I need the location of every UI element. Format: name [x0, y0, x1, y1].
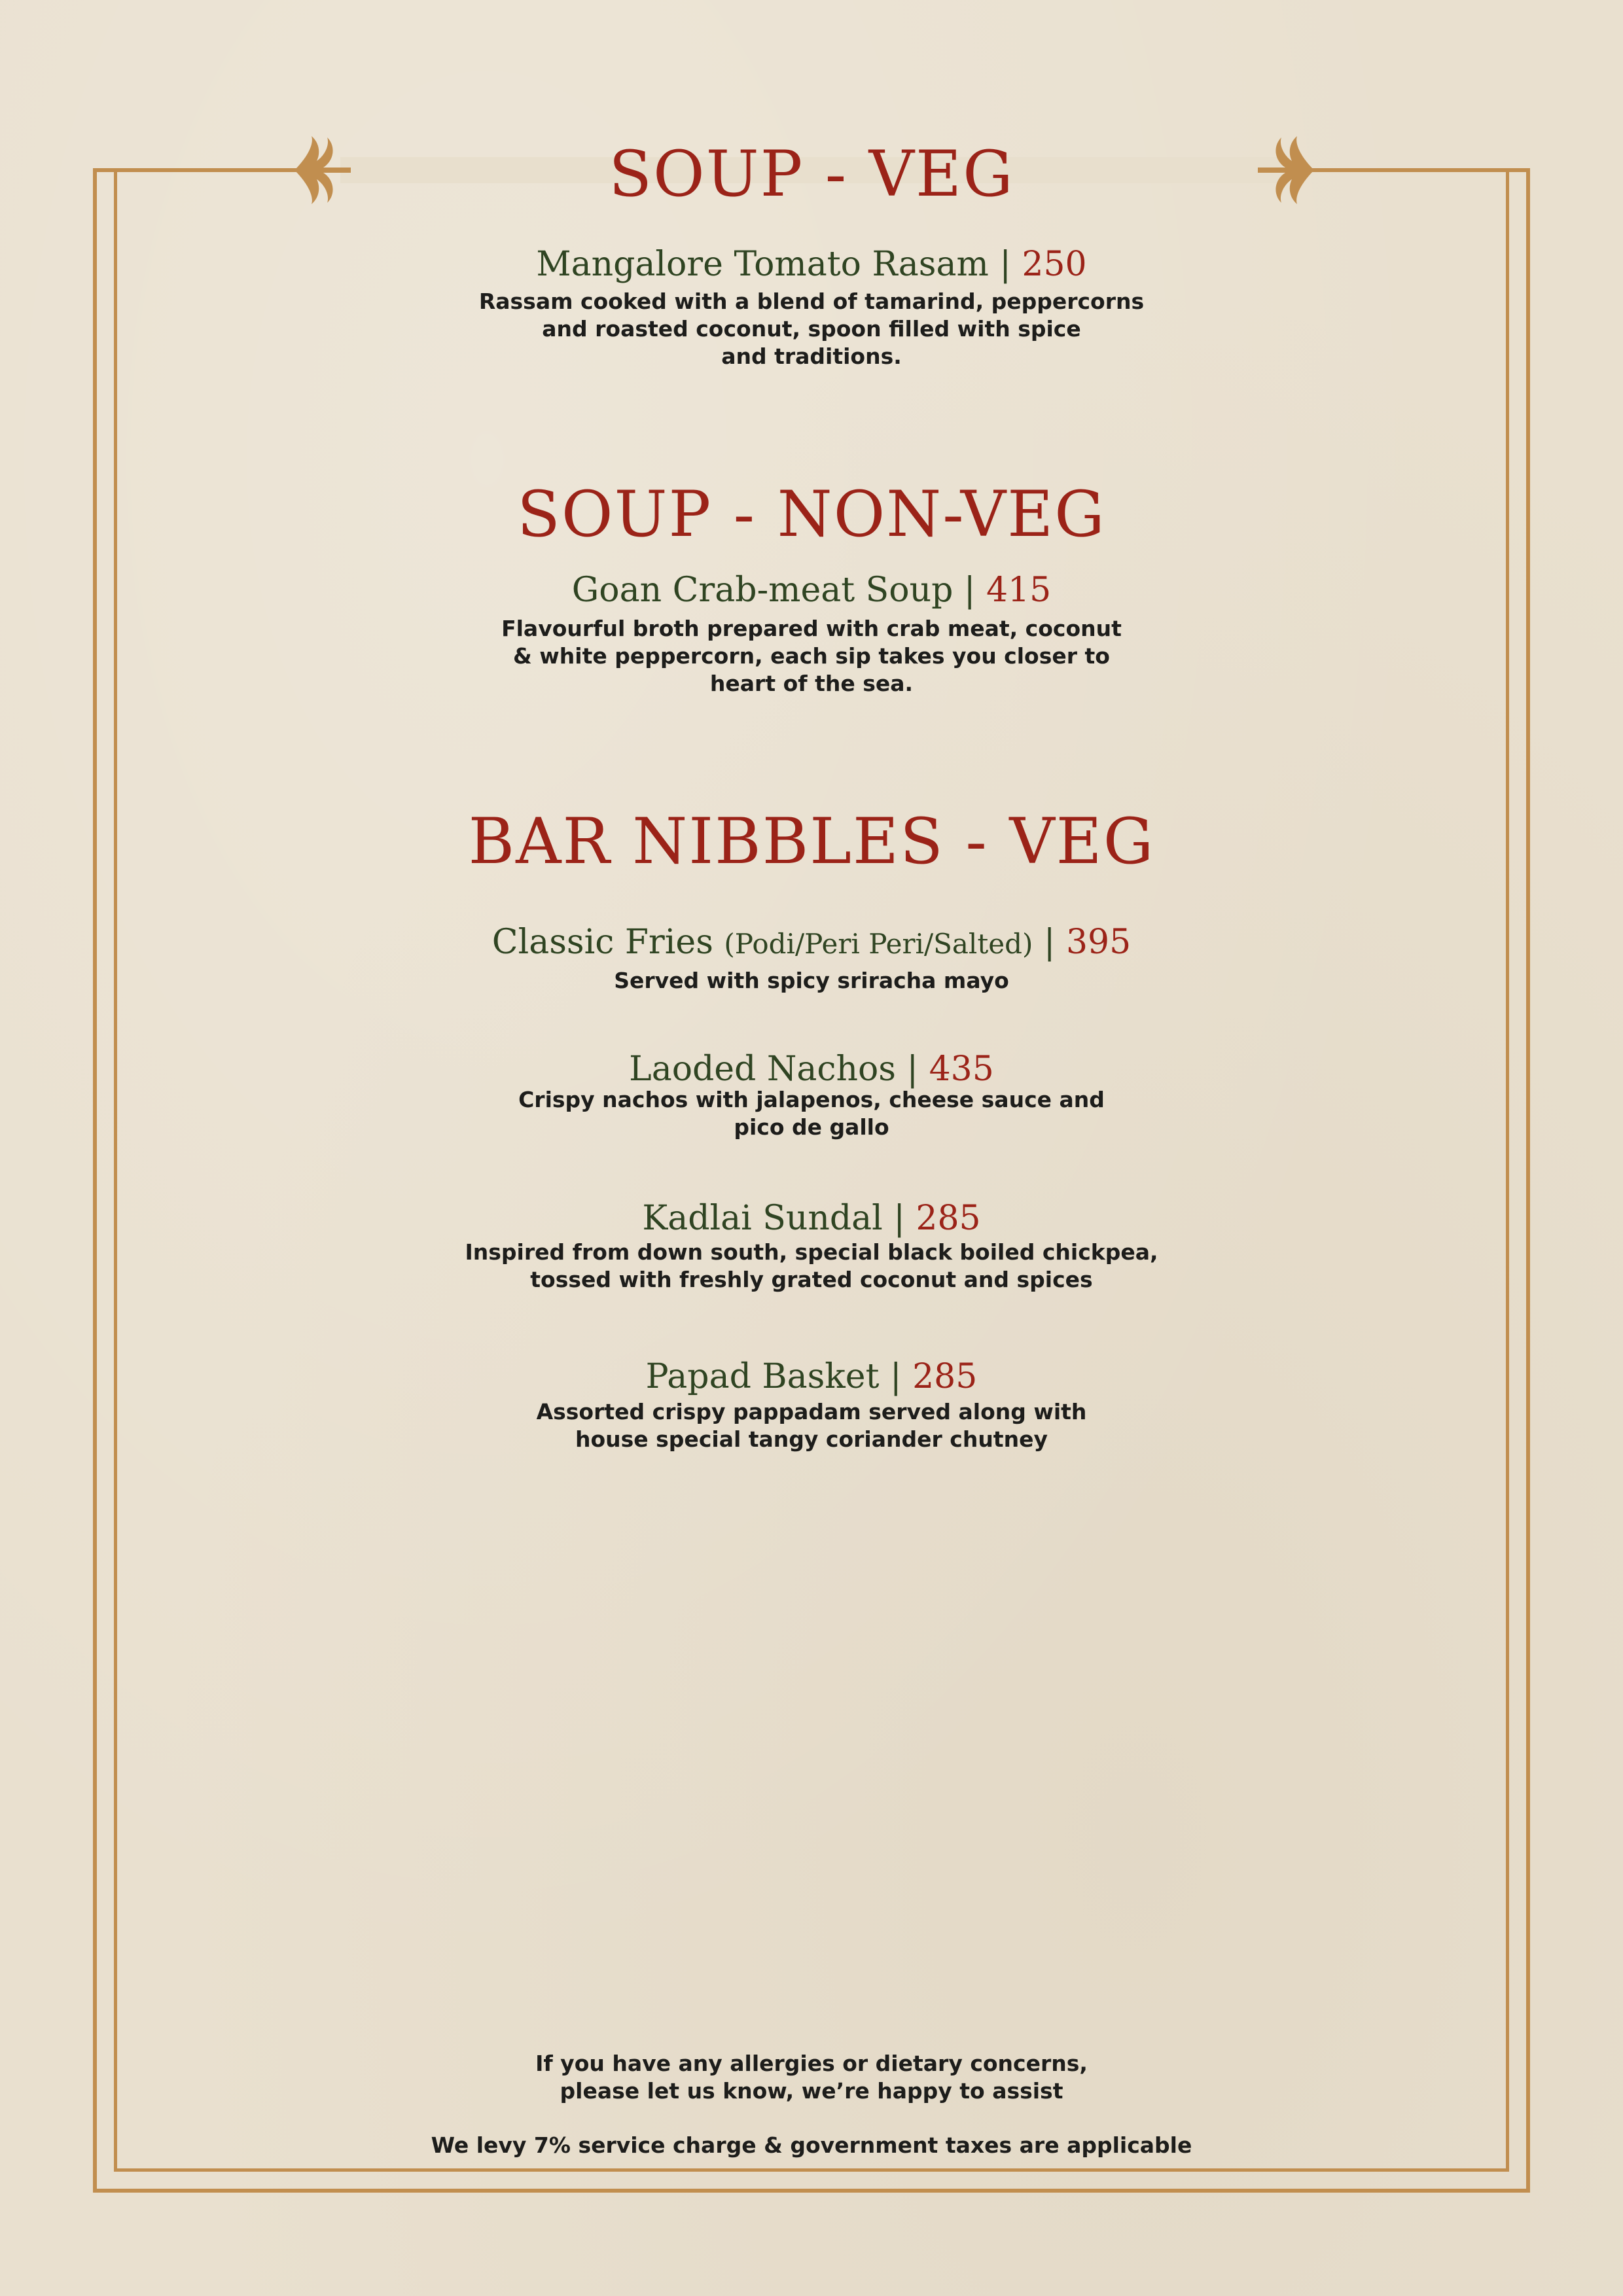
- item-price: 285: [916, 1199, 981, 1238]
- item-description: Assorted crispy pappadam served along with house special tangy coriander chutney: [536, 1399, 1087, 1452]
- menu-item-title: [0, 571, 1623, 610]
- item-price: 285: [912, 1357, 978, 1396]
- section-title-soup-non-veg: SOUP - NON-VEG: [517, 478, 1106, 551]
- section-title-soup-veg: SOUP - VEG: [609, 137, 1014, 211]
- item-separator: |: [890, 1357, 902, 1396]
- menu-item-title: [0, 1199, 1623, 1238]
- item-separator: |: [963, 571, 976, 610]
- item-separator: |: [906, 1050, 919, 1089]
- item-price: 435: [929, 1050, 994, 1089]
- item-name: Kadlai Sundal: [642, 1199, 883, 1238]
- item-separator: |: [1043, 923, 1056, 962]
- item-name: Classic Fries: [491, 923, 713, 962]
- section-title-bar-nibbles-veg: BAR NIBBLES - VEG: [468, 805, 1155, 878]
- menu-item-title: [0, 923, 1623, 962]
- item-name: Mangalore Tomato Rasam: [536, 245, 989, 284]
- item-description: Served with spicy sriracha mayo: [614, 968, 1009, 993]
- item-variant: (Podi/Peri Peri/Salted): [724, 928, 1033, 960]
- item-separator: |: [999, 245, 1011, 284]
- menu-frame-inner: [114, 168, 1509, 2172]
- item-name: Laoded Nachos: [629, 1050, 896, 1089]
- item-description: Crispy nachos with jalapenos, cheese sauce and pico de gallo: [518, 1087, 1105, 1140]
- allergy-note: If you have any allergies or dietary concerns, please let us know, we’re happy to assist: [535, 2051, 1088, 2104]
- item-description: Rassam cooked with a blend of tamarind, peppercorns and roasted coconut, spoon filled with spice and traditions.: [478, 289, 1145, 369]
- item-description: Flavourful broth prepared with crab meat, coconut & white peppercorn, each sip takes you closer to heart of the sea.: [501, 616, 1122, 696]
- menu-item-title: [0, 1050, 1623, 1089]
- item-name: Papad Basket: [645, 1357, 880, 1396]
- item-separator: |: [893, 1199, 905, 1238]
- item-price: 250: [1022, 245, 1087, 284]
- menu-item-title: [0, 1357, 1623, 1396]
- item-price: 415: [986, 571, 1052, 610]
- item-price: 395: [1065, 923, 1132, 962]
- service-charge-note: We levy 7% service charge & government taxes are applicable: [431, 2132, 1192, 2158]
- menu-item-title: [0, 245, 1623, 284]
- item-name: Goan Crab-meat Soup: [571, 571, 954, 610]
- item-description: Inspired from down south, special black boiled chickpea, tossed with freshly grated coconut and spices: [465, 1239, 1158, 1292]
